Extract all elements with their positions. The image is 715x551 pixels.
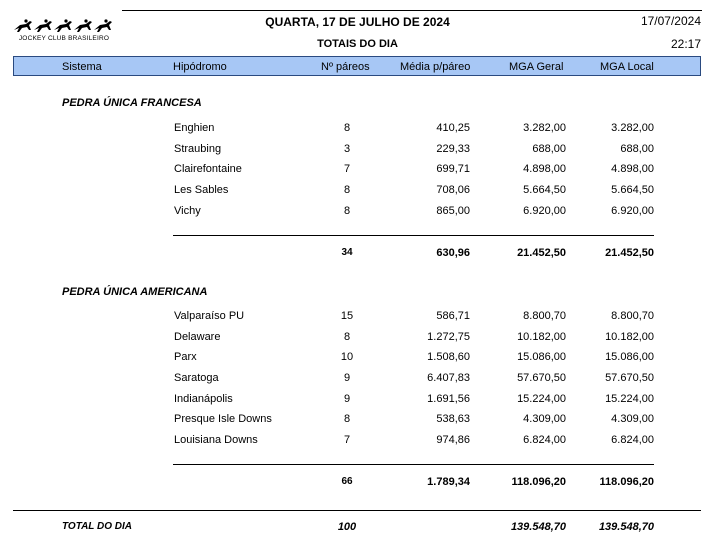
row-mga-geral: 3.282,00: [523, 122, 566, 134]
row-pareos: 8: [343, 413, 351, 425]
row-pareos: 10: [340, 351, 354, 363]
row-mga-local: 10.182,00: [605, 331, 654, 343]
row-hipodromo: Delaware: [174, 331, 221, 343]
section-title: PEDRA ÚNICA FRANCESA: [62, 97, 202, 109]
section-title: PEDRA ÚNICA AMERICANA: [62, 286, 208, 298]
row-mga-local: 4.898,00: [611, 163, 654, 175]
col-npareos: Nº páreos: [321, 61, 370, 73]
row-media: 865,00: [436, 205, 470, 217]
grand-total-mga-local: 139.548,70: [598, 521, 654, 533]
row-mga-local: 6.824,00: [611, 434, 654, 446]
row-mga-geral: 10.182,00: [517, 331, 566, 343]
col-sistema: Sistema: [62, 61, 102, 73]
subtotal-pareos: 66: [341, 476, 353, 487]
grand-total-pareos: 100: [337, 521, 357, 533]
row-media: 974,86: [436, 434, 470, 446]
row-mga-geral: 15.086,00: [517, 351, 566, 363]
row-hipodromo: Parx: [174, 351, 197, 363]
row-hipodromo: Valparaíso PU: [174, 310, 245, 322]
row-media: 538,63: [436, 413, 470, 425]
report-date: 17/07/2024: [640, 14, 701, 28]
col-mga-geral: MGA Geral: [509, 61, 564, 73]
row-media: 410,25: [436, 122, 470, 134]
row-mga-local: 57.670,50: [605, 372, 654, 384]
row-mga-geral: 6.920,00: [523, 205, 566, 217]
row-media: 699,71: [436, 163, 470, 175]
row-mga-geral: 4.898,00: [523, 163, 566, 175]
subtotal-pareos: 34: [341, 247, 353, 258]
row-mga-geral: 8.800,70: [523, 310, 566, 322]
row-pareos: 9: [343, 372, 351, 384]
row-pareos: 15: [340, 310, 354, 322]
subtotal-media: 630,96: [436, 247, 470, 259]
row-mga-geral: 5.664,50: [523, 184, 566, 196]
row-mga-local: 688,00: [620, 143, 654, 155]
col-media: Média p/páreo: [400, 61, 471, 73]
report-time: 22:17: [670, 37, 701, 51]
row-hipodromo: Clairefontaine: [174, 163, 242, 175]
subtotal-mga-local: 21.452,50: [605, 247, 654, 259]
row-mga-geral: 6.824,00: [523, 434, 566, 446]
row-mga-local: 8.800,70: [611, 310, 654, 322]
row-pareos: 8: [343, 122, 351, 134]
row-mga-geral: 57.670,50: [517, 372, 566, 384]
row-hipodromo: Presque Isle Downs: [174, 413, 272, 425]
row-hipodromo: Vichy: [174, 205, 201, 217]
row-mga-local: 6.920,00: [611, 205, 654, 217]
row-pareos: 7: [343, 163, 351, 175]
report-subtitle: TOTAIS DO DIA: [317, 38, 398, 50]
subtotal-mga-local: 118.096,20: [599, 476, 654, 488]
row-mga-geral: 688,00: [532, 143, 566, 155]
grand-total-divider: [13, 510, 701, 511]
subtotal-media: 1.789,34: [427, 476, 470, 488]
row-hipodromo: Enghien: [174, 122, 215, 134]
section-divider: [173, 235, 654, 236]
row-mga-local: 15.224,00: [605, 393, 654, 405]
row-pareos: 3: [343, 143, 351, 155]
col-hipodromo: Hipódromo: [173, 61, 227, 73]
row-media: 229,33: [436, 143, 470, 155]
section-divider: [173, 464, 654, 465]
row-media: 6.407,83: [427, 372, 470, 384]
grand-total-label: TOTAL DO DIA: [62, 521, 132, 532]
col-mga-local: MGA Local: [600, 61, 654, 73]
row-hipodromo: Louisiana Downs: [174, 434, 258, 446]
row-pareos: 9: [343, 393, 351, 405]
row-mga-geral: 4.309,00: [523, 413, 566, 425]
row-mga-local: 5.664,50: [611, 184, 654, 196]
row-media: 708,06: [436, 184, 470, 196]
row-mga-geral: 15.224,00: [517, 393, 566, 405]
column-header-bar: [13, 56, 701, 76]
row-media: 1.691,56: [427, 393, 470, 405]
row-hipodromo: Saratoga: [174, 372, 219, 384]
row-media: 1.508,60: [427, 351, 470, 363]
subtotal-mga-geral: 21.452,50: [517, 247, 566, 259]
row-mga-local: 3.282,00: [611, 122, 654, 134]
logo-text: JOCKEY CLUB BRASILEIRO: [18, 35, 110, 42]
grand-total-mga-geral: 139.548,70: [510, 521, 566, 533]
report-title: QUARTA, 17 DE JULHO DE 2024: [265, 15, 450, 29]
row-pareos: 8: [343, 205, 351, 217]
row-mga-local: 15.086,00: [605, 351, 654, 363]
row-pareos: 8: [343, 184, 351, 196]
row-hipodromo: Les Sables: [174, 184, 229, 196]
header-top-line: [122, 10, 702, 11]
row-hipodromo: Indianápolis: [174, 393, 233, 405]
row-pareos: 8: [343, 331, 351, 343]
row-media: 586,71: [436, 310, 470, 322]
row-pareos: 7: [343, 434, 351, 446]
subtotal-mga-geral: 118.096,20: [511, 476, 566, 488]
row-media: 1.272,75: [427, 331, 470, 343]
row-mga-local: 4.309,00: [611, 413, 654, 425]
row-hipodromo: Straubing: [174, 143, 222, 155]
